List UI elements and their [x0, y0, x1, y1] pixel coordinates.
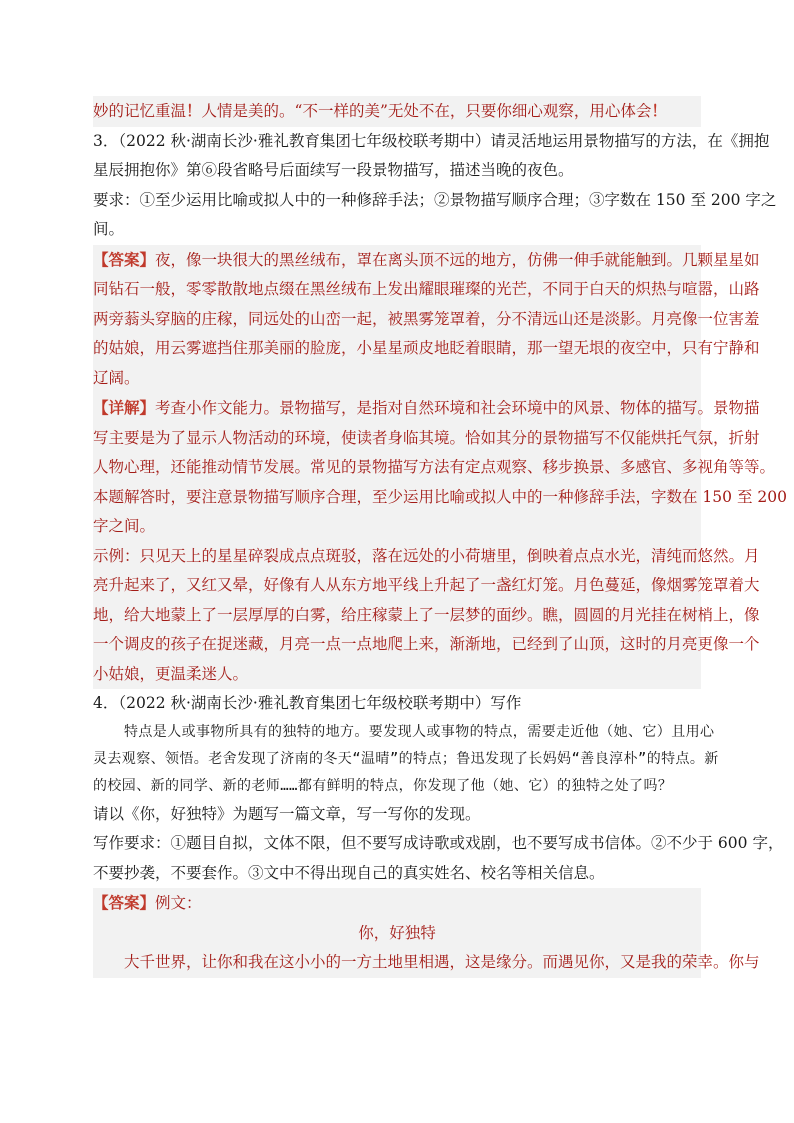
q3-detail-line: 本题解答时，要注意景物描写顺序合理，至少运用比喻或拟人中的一种修辞手法，字数在 150 至 200 — [93, 487, 787, 506]
q4-answer-line — [93, 888, 701, 919]
q4-material-line: 的校园、新的同学、新的老师……都有鲜明的特点，你发现了他（她、它）的独特之处了吗？ — [93, 777, 673, 794]
q3-answer-line: 同钻石一般，零零散散地点缀在黑丝绒布上发出耀眼璀璨的光芒，不同于白天的炽热与喧嚣，山路 — [93, 280, 760, 298]
q4-prompt-line: 请以《你，好独特》为题写一篇文章，写一写你的发现。 — [93, 804, 481, 823]
q3-example-line: 一个调皮的孩子在捉迷藏，月亮一点一点地爬上来，渐渐地，已经到了山顶，这时的月亮更像一个 — [93, 635, 760, 653]
q4-answer-block — [93, 888, 760, 978]
essay-title: 你，好独特 — [358, 923, 436, 942]
q3-answer-line: 两旁蓊头穿脑的庄稼，同远处的山峦一起，被黑雾笼罩着，分不清远山还是淡影。月亮像一位害羞 — [93, 309, 760, 328]
continuation-text-a: 妙的记忆重温 — [93, 102, 187, 120]
answer-tag: 【答案】 — [93, 893, 156, 912]
q4-title-line: 4．（2022 秋·湖南长沙·雅礼教育集团七年级校联考期中）写作 — [93, 694, 522, 712]
q4-requirement-line-2: 不要抄袭，不要套作。③文中不得出现自己的真实姓名、校名等相关信息。 — [93, 863, 605, 882]
q3-detail-line: 字之间。 — [93, 517, 156, 535]
q3-answer-block — [93, 245, 787, 690]
q4-material-line: 特点是人或事物所具有的独特的地方。要发现人或事物的特点，需要走近他（她、它）且用心 — [124, 723, 715, 740]
document-content — [93, 96, 787, 978]
q3-requirement-line-2: 间。 — [93, 220, 125, 238]
q3-detail-line: 写主要是为了显示人物活动的环境，使读者身临其境。恰如其分的景物描写不仅能烘托气氛，折射 — [93, 428, 760, 447]
q3-answer-line: 的姑娘，用云雾遮挡住那美丽的脸庞，小星星顽皮地眨着眼睛，那一望无垠的夜空中，只有宁静和 — [93, 339, 760, 357]
q3-detail-line: 人物心理，还能推动情节发展。常见的景物描写方法有定点观察、移步换景、多感官、多视角等等。 — [93, 458, 776, 476]
q3-detail-line: 【详解】考查小作文能力。景物描写，是指对自然环境和社会环境中的风景、物体的描写。景物描 — [93, 398, 760, 417]
q3-example-line: 地，给大地蒙上了一层厚厚的白雾，给庄稼蒙上了一层梦的面纱。瞧，圆圆的月光挂在树梢上，像 — [93, 605, 760, 624]
continuation-text-b: 人情是美的。“不一样的美”无处不在，只要你细心观察，用心体会 — [201, 102, 652, 120]
detail-tag: 【详解】 — [93, 398, 156, 417]
q3-example-line: 亮升起来了，又红又晕，好像有人从东方地平线上升起了一盏红灯笼。月色蔓延，像烟雾笼罩着大 — [93, 576, 760, 594]
q3-answer-line: 【答案】夜，像一块很大的黑丝绒布，罩在离头顶不远的地方，仿佛一伸手就能触到。几颗星星如 — [93, 249, 760, 269]
q4-requirement-line-1: 写作要求：①题目自拟，文体不限，但不要写成诗歌或戏剧，也不要写成书信体。②不少于 600 字， — [93, 834, 784, 852]
answer-label: 例文： — [155, 894, 202, 912]
q3-requirement-line-1: 要求：①至少运用比喻或拟人中的一种修辞手法；②景物描写顺序合理；③字数在 150 至 200 字之 — [93, 190, 777, 209]
continuation-line — [93, 96, 701, 127]
q3-title-line-1: 3．（2022 秋·湖南长沙·雅礼教育集团七年级校联考期中）请灵活地运用景物描写的方法，在《拥抱 — [93, 131, 770, 150]
essay-first-line: 大千世界，让你和我在这小小的一方土地里相遇，这是缘分。而遇见你，又是我的荣幸。你与 — [124, 953, 760, 971]
q4-material-line: 灵去观察、领悟。老舍发现了济南的冬天“温晴”的特点；鲁迅发现了长妈妈“善良淳朴”的特点。新 — [93, 750, 719, 767]
q3-example-line: 小姑娘，更温柔迷人。 — [93, 664, 249, 683]
q3-example-line: 示例：只见天上的星星碎裂成点点斑驳，落在远处的小荷塘里，倒映着点点水光，清纯而悠然。月 — [93, 546, 760, 565]
answer-tag: 【答案】 — [93, 249, 156, 269]
q3-title-line-2: 星辰拥抱你》第⑥段省略号后面续写一段景物描写，描述当晚的夜色。 — [93, 161, 574, 179]
exclamation-mark: ！ — [186, 101, 202, 120]
exclamation-mark: ！ — [651, 101, 667, 120]
q3-answer-line: 辽阔。 — [93, 368, 140, 387]
